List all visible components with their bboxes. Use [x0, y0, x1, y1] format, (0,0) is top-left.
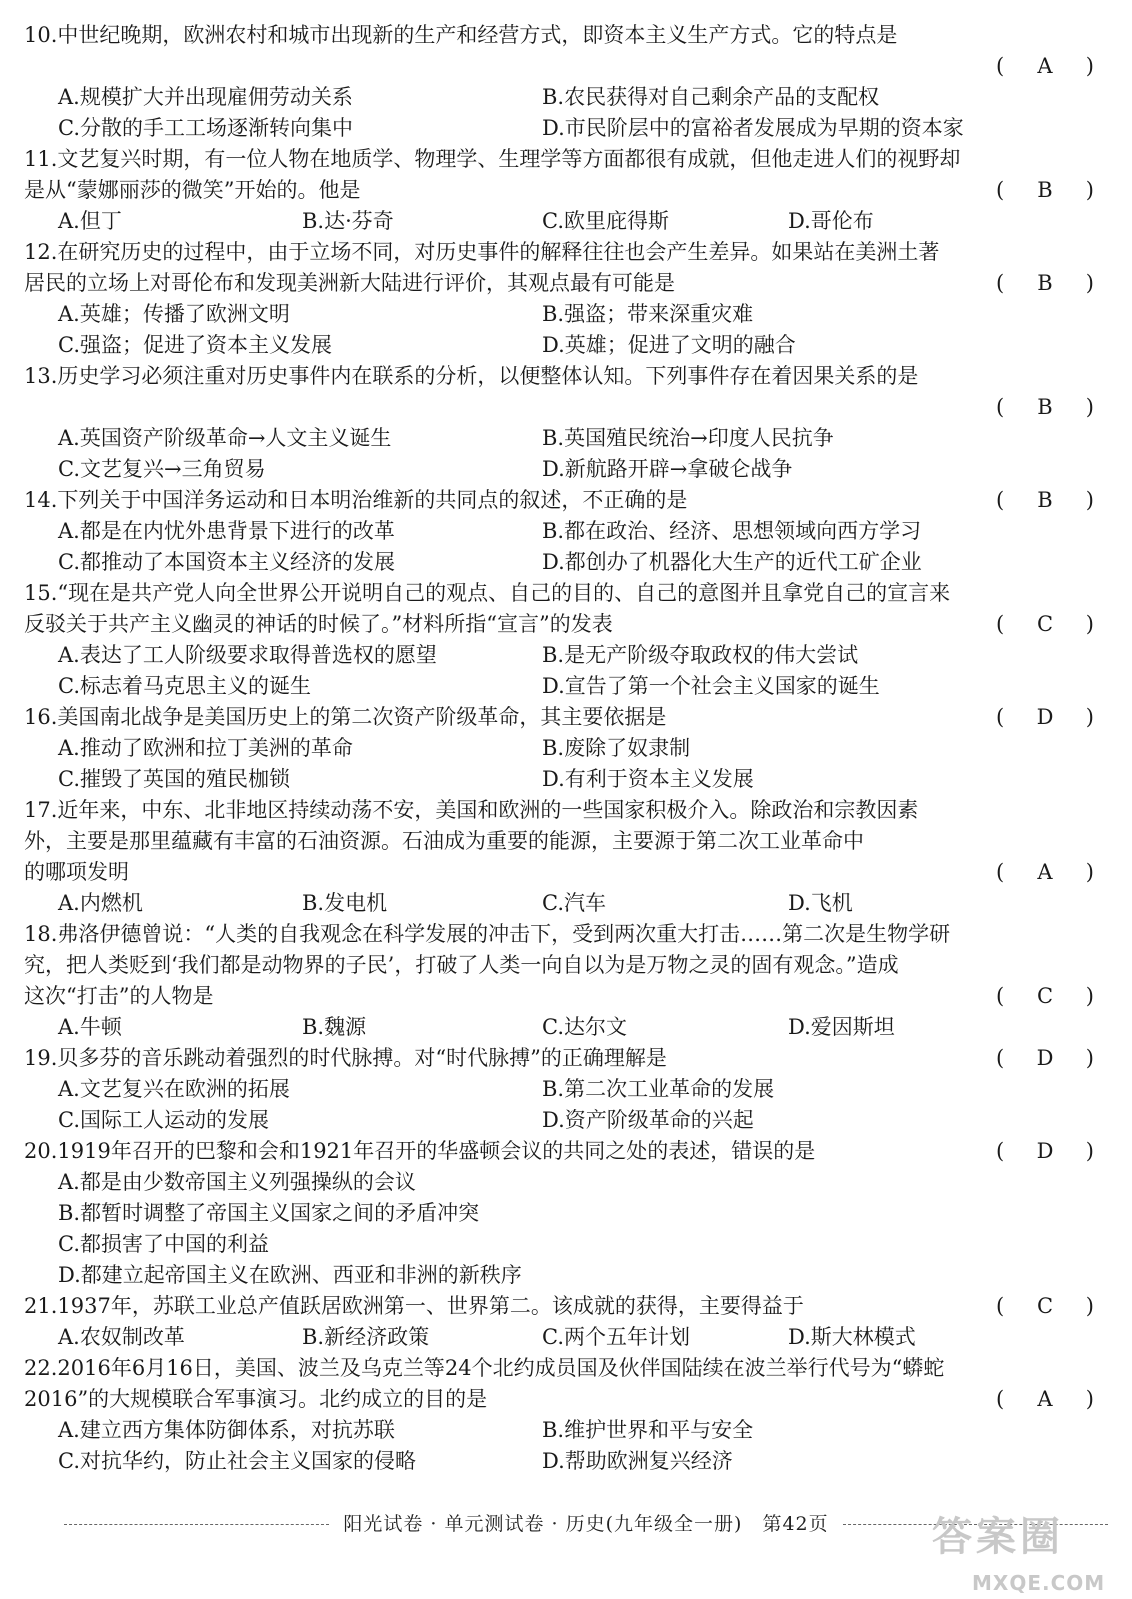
answer-line — [24, 51, 1094, 82]
answer-paren-open: ( — [996, 271, 1005, 295]
option-c: C.对抗华约，防止社会主义国家的侵略 — [58, 1449, 416, 1473]
answer-paren-close: ) — [1085, 705, 1094, 729]
answer-paren-open: ( — [996, 395, 1005, 419]
question-14 — [24, 485, 1094, 578]
answer-letter: B — [1037, 178, 1053, 202]
answer-paren-close: ) — [1085, 488, 1094, 512]
question-stem-text: 11.文艺复兴时期，有一位人物在地质学、物理学、生理学等方面都很有成就，但他走进人们的视野却 — [24, 147, 961, 171]
answer-bracket — [996, 1136, 1094, 1167]
option-b: B.英国殖民统治→印度人民抗争 — [542, 426, 834, 450]
option-a: A.内燃机 — [58, 891, 143, 915]
option-b: B.达·芬奇 — [302, 209, 394, 233]
answer-letter: A — [1037, 54, 1053, 78]
answer-paren-open: ( — [996, 1294, 1005, 1318]
question-stem-text: 的哪项发明 — [24, 860, 129, 884]
question-stem-text: 这次“打击”的人物是 — [24, 984, 214, 1008]
question-stem-text: 16.美国南北战争是美国历史上的第二次资产阶级革命，其主要依据是 — [24, 705, 667, 729]
question-stem-text: 12.在研究历史的过程中，由于立场不同，对历史事件的解释往往也会产生差异。如果站在美洲土著 — [24, 240, 940, 264]
option-c: C.摧毁了英国的殖民枷锁 — [58, 767, 290, 791]
footer-rule-left — [64, 1524, 329, 1525]
answer-letter: D — [1036, 1139, 1054, 1163]
answer-paren-open: ( — [996, 178, 1005, 202]
options-row — [24, 1322, 1094, 1353]
option-b: B.都暂时调整了帝国主义国家之间的矛盾冲突 — [58, 1201, 480, 1225]
option-d: D.哥伦布 — [788, 209, 874, 233]
option-d: D.新航路开辟→拿破仑战争 — [542, 457, 793, 481]
option-a: A.但丁 — [58, 209, 122, 233]
question-12 — [24, 237, 1094, 361]
question-stem-text: 2016”的大规模联合军事演习。北约成立的目的是 — [24, 1387, 488, 1411]
question-stem-text: 居民的立场上对哥伦布和发现美洲新大陆进行评价，其观点最有可能是 — [24, 271, 675, 295]
question-stem-line — [24, 919, 1094, 950]
option-b: B.发电机 — [302, 891, 388, 915]
option-a: A.建立西方集体防御体系，对抗苏联 — [58, 1418, 395, 1442]
option-b: B.都在政治、经济、思想领域向西方学习 — [542, 519, 922, 543]
question-stem-line — [24, 826, 1094, 857]
question-stem-text: 究，把人类贬到‘我们都是动物界的子民’，打破了人类一向自以为是万物之灵的固有观念。”造成 — [24, 953, 899, 977]
option-b: B.魏源 — [302, 1015, 367, 1039]
options-row — [24, 516, 1094, 547]
option-d: D.宣告了第一个社会主义国家的诞生 — [542, 674, 880, 698]
answer-letter: D — [1036, 705, 1054, 729]
option-a: A.英国资产阶级革命→人文主义诞生 — [58, 426, 392, 450]
watermark-chars: 答案圈 — [932, 1514, 1064, 1560]
answer-bracket — [996, 1384, 1094, 1415]
question-16 — [24, 702, 1094, 795]
answer-bracket — [996, 857, 1094, 888]
question-19 — [24, 1043, 1094, 1136]
option-c: C.两个五年计划 — [542, 1325, 690, 1349]
question-stem-text: 14.下列关于中国洋务运动和日本明治维新的共同点的叙述，不正确的是 — [24, 488, 688, 512]
options-row — [24, 1105, 1094, 1136]
answer-paren-open: ( — [996, 54, 1005, 78]
answer-paren-open: ( — [996, 488, 1005, 512]
option-a: A.都是由少数帝国主义列强操纵的会议 — [58, 1170, 416, 1194]
answer-bracket — [996, 981, 1094, 1012]
option-d: D.都创办了机器化大生产的近代工矿企业 — [542, 550, 922, 574]
question-stem-text: 22.2016年6月16日，美国、波兰及乌克兰等24个北约成员国及伙伴国陆续在波兰举行代号为“蟒蛇 — [24, 1356, 945, 1380]
question-20 — [24, 1136, 1094, 1291]
answer-letter: A — [1037, 860, 1053, 884]
answer-paren-open: ( — [996, 860, 1005, 884]
question-stem-line — [24, 702, 1094, 733]
option-b: B.强盗；带来深重灾难 — [542, 302, 754, 326]
options-row — [24, 764, 1094, 795]
question-13 — [24, 361, 1094, 485]
question-stem-text: 10.中世纪晚期，欧洲农村和城市出现新的生产和经营方式，即资本主义生产方式。它的特点是 — [24, 23, 898, 47]
answer-paren-close: ) — [1085, 984, 1094, 1008]
option-c: C.标志着马克思主义的诞生 — [58, 674, 311, 698]
options-row — [24, 1074, 1094, 1105]
question-stem-line — [24, 20, 1094, 51]
answer-bracket — [996, 51, 1094, 82]
question-stem-line — [24, 578, 1094, 609]
answer-paren-open: ( — [996, 1387, 1005, 1411]
question-stem-text: 17.近年来，中东、北非地区持续动荡不安，美国和欧洲的一些国家积极介入。除政治和宗教因素 — [24, 798, 919, 822]
exam-sheet — [24, 20, 1094, 1477]
answer-paren-open: ( — [996, 612, 1005, 636]
option-c: C.都推动了本国资本主义经济的发展 — [58, 550, 395, 574]
option-d: D.市民阶层中的富裕者发展成为早期的资本家 — [542, 116, 964, 140]
answer-bracket — [996, 609, 1094, 640]
options-row — [24, 733, 1094, 764]
question-stem-text: 15.“现在是共产党人向全世界公开说明自己的观点、自己的目的、自己的意图并且拿党自己的宣言来 — [24, 581, 951, 605]
option-c: C.汽车 — [542, 891, 606, 915]
option-d: D.帮助欧洲复兴经济 — [542, 1449, 733, 1473]
watermark-logo — [932, 1514, 1122, 1595]
question-22 — [24, 1353, 1094, 1477]
answer-bracket — [996, 702, 1094, 733]
option-c: C.达尔文 — [542, 1015, 627, 1039]
options-row — [24, 888, 1094, 919]
options-row — [24, 113, 1094, 144]
question-stem-line — [24, 268, 1094, 299]
answer-paren-close: ) — [1085, 178, 1094, 202]
option-b: B.废除了奴隶制 — [542, 736, 691, 760]
question-stem-line — [24, 1384, 1094, 1415]
question-stem-text: 是从“蒙娜丽莎的微笑”开始的。他是 — [24, 178, 361, 202]
answer-bracket — [996, 1043, 1094, 1074]
answer-letter: A — [1037, 1387, 1053, 1411]
answer-letter: B — [1037, 488, 1053, 512]
question-stem-text: 20.1919年召开的巴黎和会和1921年召开的华盛顿会议的共同之处的表述，错误的是 — [24, 1139, 816, 1163]
question-stem-text: 18.弗洛伊德曾说：“人类的自我观念在科学发展的冲击下，受到两次重大打击……第二次是生物学研 — [24, 922, 951, 946]
question-stem-line — [24, 175, 1094, 206]
option-a: A.推动了欧洲和拉丁美洲的革命 — [58, 736, 353, 760]
options-row — [24, 671, 1094, 702]
answer-bracket — [996, 268, 1094, 299]
answer-bracket — [996, 175, 1094, 206]
answer-paren-close: ) — [1085, 54, 1094, 78]
answer-paren-close: ) — [1085, 1294, 1094, 1318]
option-a: A.英雄；传播了欧洲文明 — [58, 302, 290, 326]
question-stem-text: 外，主要是那里蕴藏有丰富的石油资源。石油成为重要的能源，主要源于第二次工业革命中 — [24, 829, 864, 853]
question-18 — [24, 919, 1094, 1043]
option-c: C.国际工人运动的发展 — [58, 1108, 269, 1132]
question-stem-line — [24, 1353, 1094, 1384]
answer-paren-open: ( — [996, 984, 1005, 1008]
option-b: B.第二次工业革命的发展 — [542, 1077, 775, 1101]
option-b: B.维护世界和平与安全 — [542, 1418, 754, 1442]
options-row — [24, 423, 1094, 454]
option-a: A.牛顿 — [58, 1015, 122, 1039]
options-row — [24, 1446, 1094, 1477]
question-stem-text: 19.贝多芬的音乐跳动着强烈的时代脉搏。对“时代脉搏”的正确理解是 — [24, 1046, 667, 1070]
question-stem-line — [24, 485, 1094, 516]
question-stem-line — [24, 950, 1094, 981]
question-11 — [24, 144, 1094, 237]
option-c: C.都损害了中国的利益 — [58, 1232, 269, 1256]
question-stem-line — [24, 144, 1094, 175]
question-stem-line — [24, 1136, 1094, 1167]
option-a: A.表达了工人阶级要求取得普选权的愿望 — [58, 643, 437, 667]
options-row — [24, 299, 1094, 330]
answer-paren-open: ( — [996, 705, 1005, 729]
answer-paren-close: ) — [1085, 612, 1094, 636]
option-c: C.分散的手工工场逐渐转向集中 — [58, 116, 353, 140]
answer-paren-close: ) — [1085, 1046, 1094, 1070]
footer-text: 阳光试卷 · 单元测试卷 · 历史(九年级全一册) 第42页 — [343, 1512, 829, 1535]
question-stem-text: 反驳关于共产主义幽灵的神话的时候了。”材料所指“宣言”的发表 — [24, 612, 613, 636]
option-d: D.都建立起帝国主义在欧洲、西亚和非洲的新秩序 — [58, 1263, 522, 1287]
answer-paren-close: ) — [1085, 271, 1094, 295]
question-stem-line — [24, 795, 1094, 826]
question-stem-text: 21.1937年，苏联工业总产值跃居欧洲第一、世界第二。该成就的获得，主要得益于 — [24, 1294, 804, 1318]
answer-bracket — [996, 1291, 1094, 1322]
options-row — [24, 454, 1094, 485]
option-d: D.有利于资本主义发展 — [542, 767, 754, 791]
options-row — [24, 1012, 1094, 1043]
options-row — [24, 640, 1094, 671]
answer-letter: C — [1036, 612, 1054, 636]
answer-bracket — [996, 485, 1094, 516]
answer-paren-close: ) — [1085, 860, 1094, 884]
answer-paren-open: ( — [996, 1046, 1005, 1070]
question-stem-line — [24, 981, 1094, 1012]
option-c: C.文艺复兴→三角贸易 — [58, 457, 266, 481]
answer-letter: C — [1036, 984, 1054, 1008]
answer-paren-close: ) — [1085, 1387, 1094, 1411]
option-a: A.规模扩大并出现雇佣劳动关系 — [58, 85, 353, 109]
answer-letter: B — [1037, 395, 1053, 419]
question-21 — [24, 1291, 1094, 1353]
option-b: B.是无产阶级夺取政权的伟大尝试 — [542, 643, 859, 667]
option-c: C.欧里庇得斯 — [542, 209, 669, 233]
answer-paren-close: ) — [1085, 1139, 1094, 1163]
options-row — [24, 206, 1094, 237]
question-stem-line — [24, 237, 1094, 268]
question-stem-line — [24, 1043, 1094, 1074]
question-10 — [24, 20, 1094, 144]
question-17 — [24, 795, 1094, 919]
answer-letter: D — [1036, 1046, 1054, 1070]
option-a: A.都是在内忧外患背景下进行的改革 — [58, 519, 395, 543]
answer-paren-close: ) — [1085, 395, 1094, 419]
question-stem-line — [24, 361, 1094, 392]
option-d: D.爱因斯坦 — [788, 1015, 895, 1039]
option-a: A.文艺复兴在欧洲的拓展 — [58, 1077, 290, 1101]
option-d: D.资产阶级革命的兴起 — [542, 1108, 754, 1132]
question-stem-line — [24, 857, 1094, 888]
option-b: B.新经济政策 — [302, 1325, 430, 1349]
answer-line — [24, 392, 1094, 423]
question-stem-line — [24, 1291, 1094, 1322]
options-row — [24, 82, 1094, 113]
answer-letter: C — [1036, 1294, 1054, 1318]
options-row — [24, 330, 1094, 361]
answer-letter: B — [1037, 271, 1053, 295]
watermark-url: MXQE.COM — [972, 1571, 1106, 1595]
option-d: D.英雄；促进了文明的融合 — [542, 333, 796, 357]
option-c: C.强盗；促进了资本主义发展 — [58, 333, 332, 357]
option-d: D.斯大林模式 — [788, 1325, 916, 1349]
option-a: A.农奴制改革 — [58, 1325, 185, 1349]
answer-paren-open: ( — [996, 1139, 1005, 1163]
options-row — [24, 1415, 1094, 1446]
option-b: B.农民获得对自己剩余产品的支配权 — [542, 85, 880, 109]
option-d: D.飞机 — [788, 891, 853, 915]
options-row — [24, 547, 1094, 578]
answer-bracket — [996, 392, 1094, 423]
question-stem-line — [24, 609, 1094, 640]
question-stem-text: 13.历史学习必须注重对历史事件内在联系的分析，以便整体认知。下列事件存在着因果关系的是 — [24, 364, 919, 388]
question-15 — [24, 578, 1094, 702]
